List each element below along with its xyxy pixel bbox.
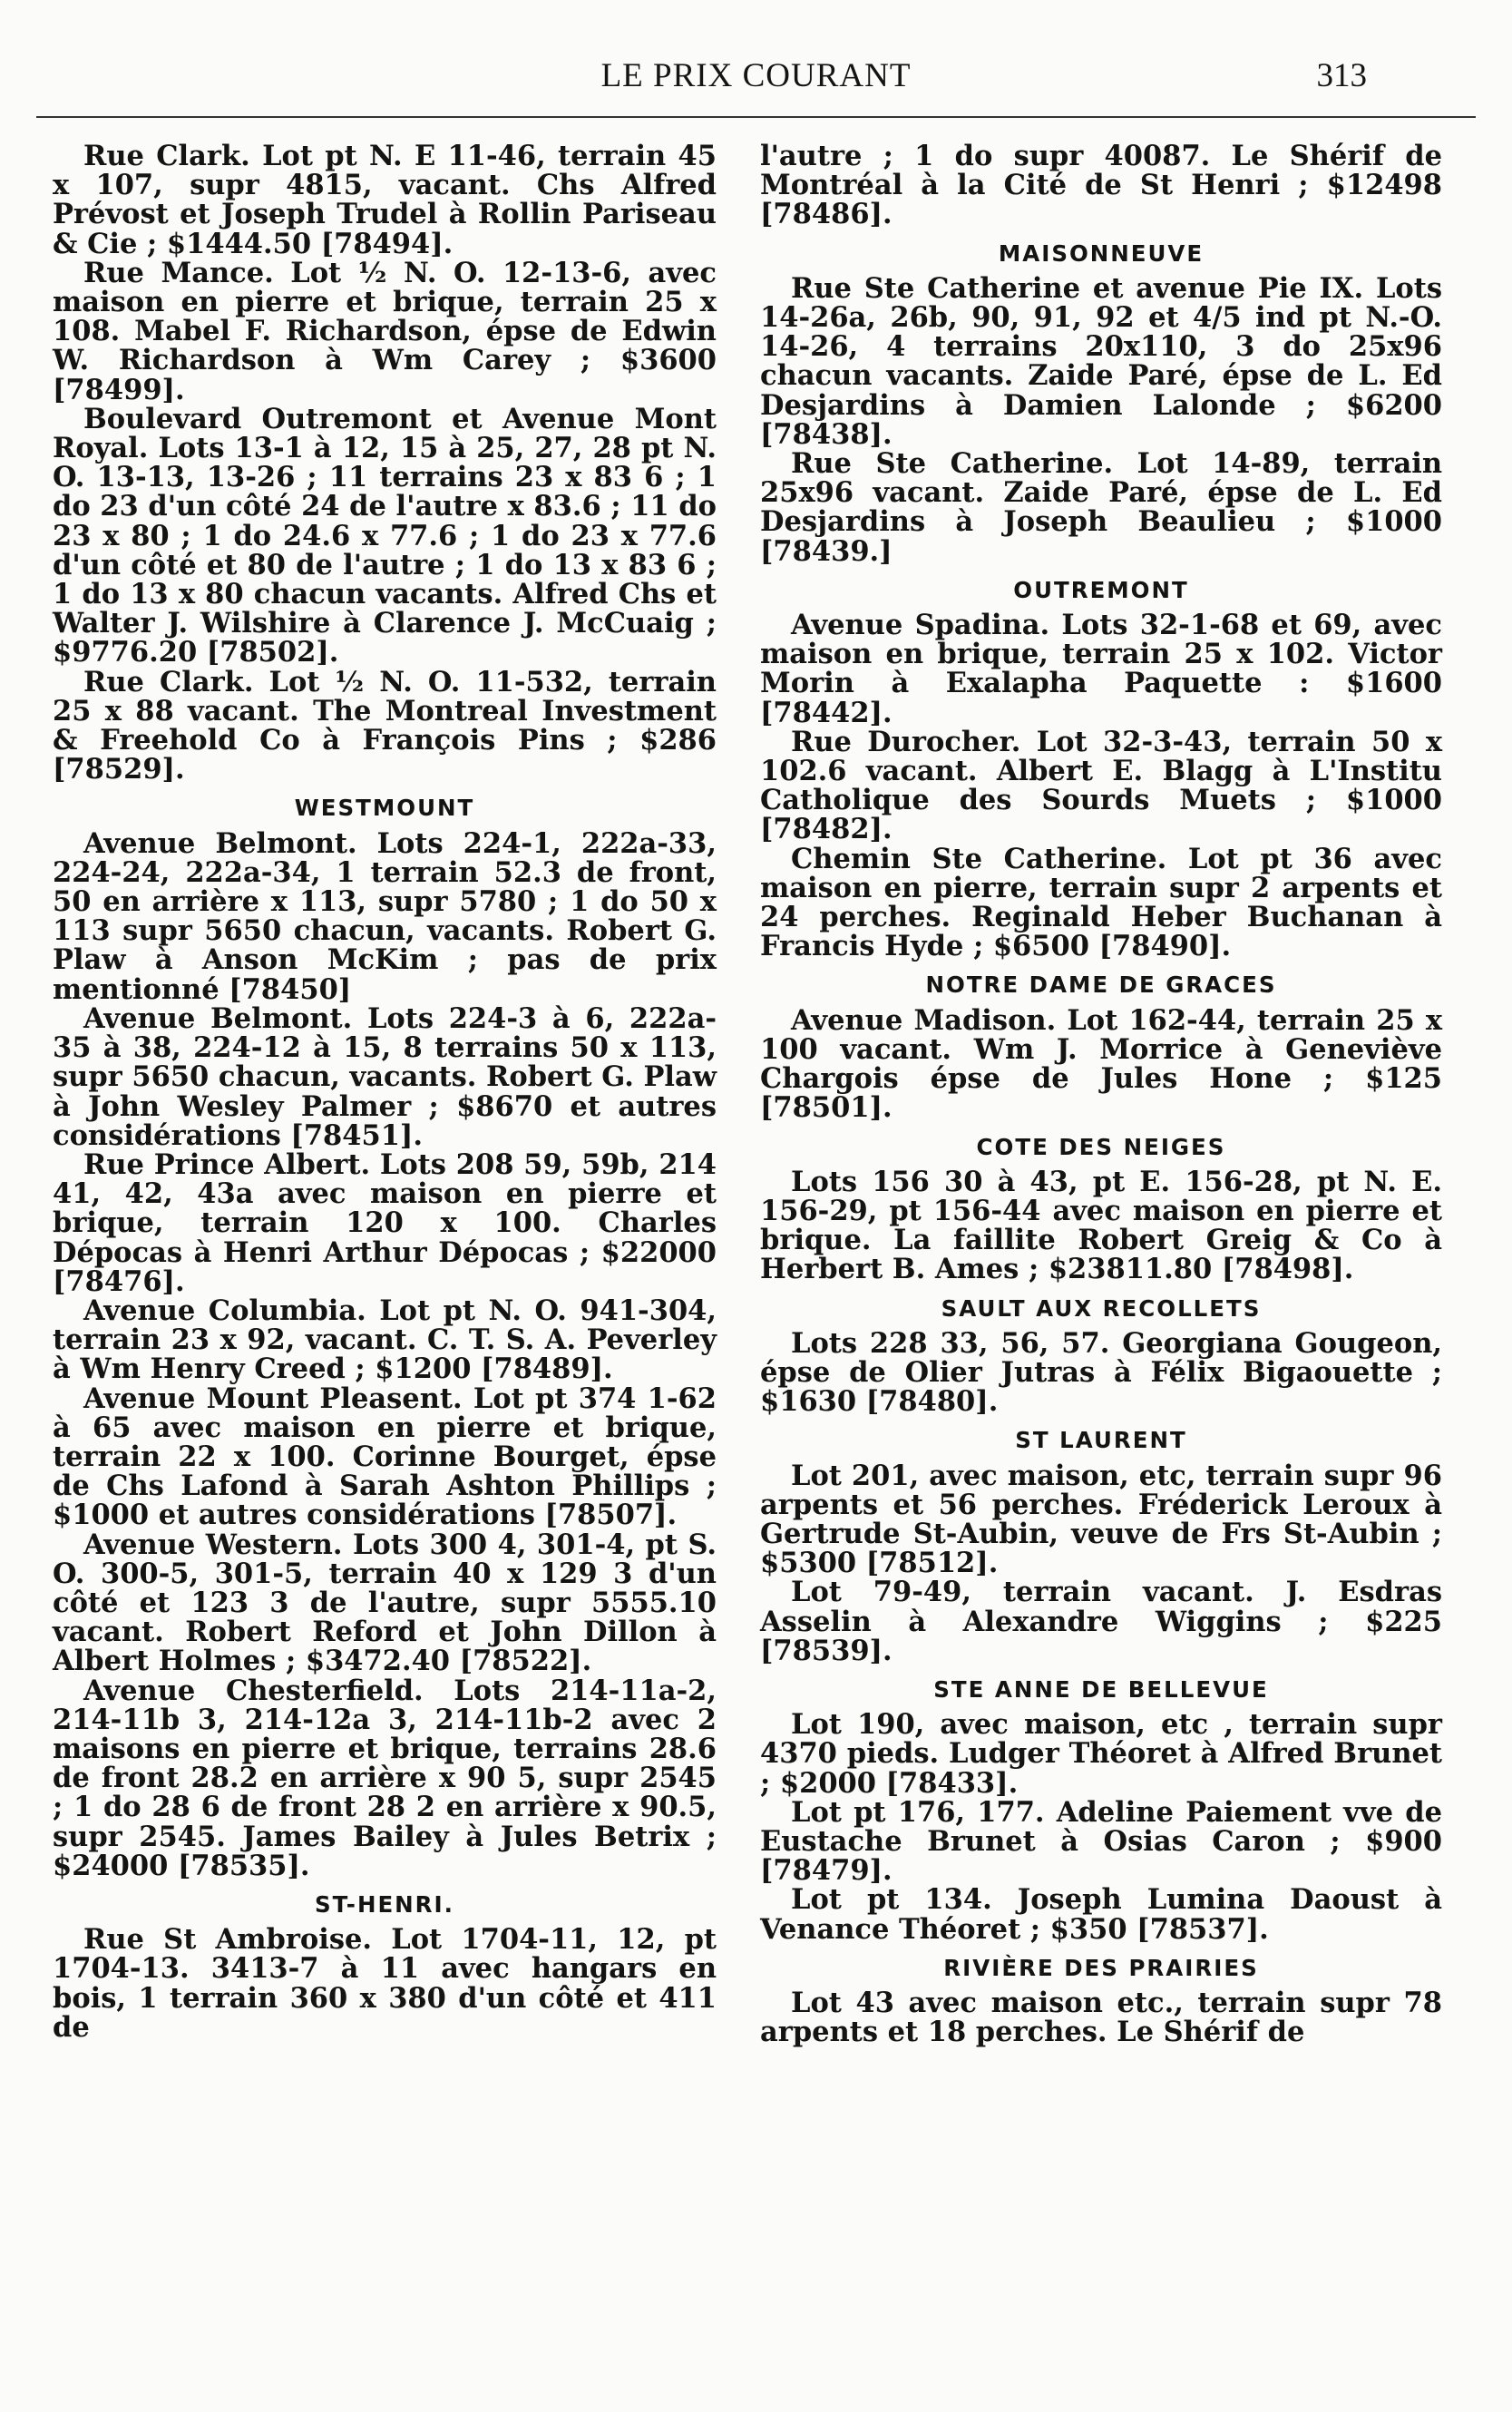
transaction-entry: Rue Mance. Lot ½ N. O. 12-13-6, avec maison en pierre et brique, terrain 25 x 108. Mabel F. Richardson, épse de Edwin W. Richardson à Wm Carey ; $3600 [78499]. bbox=[53, 256, 717, 406]
transaction-entry: Lot pt 176, 177. Adeline Paiement vve de Eustache Brunet à Osias Caron ; $900 [78479]. bbox=[760, 1795, 1442, 1888]
section-heading: NOTRE DAME DE GRACES bbox=[925, 972, 1277, 999]
section-heading: MAISONNEUVE bbox=[998, 239, 1205, 267]
journal-title: LE PRIX COURANT bbox=[600, 57, 912, 94]
transaction-entry: Avenue Belmont. Lots 224-3 à 6, 222a-35 à 38, 224-12 à 15, 8 terrains 50 x 113, supr 5650 chacun, vacants. Robert G. Plaw à John Wesley Palmer ; $8670 et autres considérations [78451]. bbox=[53, 1001, 717, 1152]
transaction-entry: l'autre ; 1 do supr 40087. Le Shérif de Montréal à la Cité de St Henri ; $12498 [78486]. bbox=[760, 140, 1442, 231]
transaction-entry: Boulevard Outremont et Avenue Mont Royal. Lots 13-1 à 12, 15 à 25, 27, 28 pt N. O. 13-13, 13-26 ; 11 terrains 23 x 83 6 ; 1 do 23 d'un côté 24 de l'autre x 83.6 ; 11 do 23 x 80 ; 1 do 24.6 x 77.6 ; 1 do 23 x 77.6 d'un côté et 80 de l'autre ; 1 do 13 x 83 6 ; 1 do 13 x 80 chacun vacants. Alfred Chs et Walter J. Wilshire à Clarence J. McCuaig ; $9776.20 [78502]. bbox=[53, 402, 717, 669]
section-heading: SAULT AUX RECOLLETS bbox=[941, 1294, 1262, 1322]
transaction-entry: Avenue Chesterfield. Lots 214-11a-2, 214-11b 3, 214-12a 3, 214-11b-2 avec 2 maisons en pierre et brique, terrains 28.6 de front 28.2 en arrière x 90 5, supr 2545 ; 1 do 28 6 de front 28 2 en arrière x 90.5, supr 2545. James Bailey à Jules Betrix ; $24000 [78535]. bbox=[53, 1674, 717, 1882]
transaction-entry: Rue Ste Catherine. Lot 14-89, terrain 25x96 vacant. Zaide Paré, épse de L. Ed Desjardins à Joseph Beaulieu ; $1000 [78439.] bbox=[760, 447, 1442, 568]
transaction-entry: Lots 228 33, 56, 57. Georgiana Gougeon, épse de Olier Jutras à Félix Bigaouette ; $1630 [78480]. bbox=[760, 1326, 1442, 1419]
transaction-entry: Avenue Columbia. Lot pt N. O. 941-304, terrain 23 x 92, vacant. C. T. S. A. Peverley à Wm Henry Creed ; $1200 [78489]. bbox=[53, 1294, 717, 1386]
section-heading: ST LAURENT bbox=[1015, 1427, 1187, 1454]
transaction-entry: Chemin Ste Catherine. Lot pt 36 avec maison en pierre, terrain supr 2 arpents et 24 perches. Reginald Heber Buchanan à Francis Hyde ; $6500 [78490]. bbox=[760, 842, 1442, 963]
section-heading: STE ANNE DE BELLEVUE bbox=[933, 1675, 1269, 1703]
section-heading: WESTMOUNT bbox=[294, 795, 475, 822]
transaction-entry: Avenue Spadina. Lots 32-1-68 et 69, avec maison en brique, terrain 25 x 102. Victor Morin à Exalapha Paquette : $1600 [78442]. bbox=[760, 609, 1442, 729]
section-heading: RIVIÈRE DES PRAIRIES bbox=[943, 1954, 1259, 1981]
transaction-entry: Lots 156 30 à 43, pt E. 156-28, pt N. E. 156-29, pt 156-44 avec maison en pierre et brique. La faillite Robert Greig & Co à Herbert B. Ames ; $23811.80 [78498]. bbox=[760, 1165, 1442, 1286]
right-column bbox=[760, 140, 1442, 2049]
transaction-entry: Rue Clark. Lot pt N. E 11-46, terrain 45 x 107, supr 4815, vacant. Chs Alfred Prévost et Joseph Trudel à Rollin Pariseau & Cie ; $1444.50 [78494]. bbox=[53, 140, 717, 260]
transaction-entry: Rue Clark. Lot ½ N. O. 11-532, terrain 25 x 88 vacant. The Montreal Investment & Freehold Co à François Pins ; $286 [78529]. bbox=[53, 665, 717, 786]
transaction-entry: Rue Ste Catherine et avenue Pie IX. Lots 14-26a, 26b, 90, 91, 92 et 4/5 ind pt N.-O. 14-26, 4 terrains 20x110, 3 do 25x96 chacun vacants. Zaide Paré, épse de L. Ed Desjardins à Damien Lalonde ; $6200 [78438]. bbox=[760, 271, 1442, 451]
section-heading: OUTREMONT bbox=[1013, 576, 1189, 603]
transaction-entry: Avenue Mount Pleasent. Lot pt 374 1-62 à 65 avec maison en pierre et brique, terrain 22 x 100. Corinne Bourget, épse de Chs Lafond à Sarah Ashton Phillips ; $1000 et autres considérations [78507]. bbox=[53, 1382, 717, 1532]
transaction-entry: Lot 43 avec maison etc., terrain supr 78 arpents et 18 perches. Le Shérif de bbox=[760, 1986, 1442, 2049]
transaction-entry: Avenue Western. Lots 300 4, 301-4, pt S. O. 300-5, 301-5, terrain 40 x 129 3 d'un côté et 123 3 de l'autre, supr 5555.10 vacant. Robert Reford et John Dillon à Albert Holmes ; $3472.40 [78522]. bbox=[53, 1528, 717, 1678]
section-heading: COTE DES NEIGES bbox=[976, 1133, 1226, 1160]
transaction-entry: Lot 79-49, terrain vacant. J. Esdras Asselin à Alexandre Wiggins ; $225 [78539]. bbox=[760, 1576, 1442, 1667]
transaction-entry: Lot 190, avec maison, etc , terrain supr 4370 pieds. Ludger Théoret à Alfred Brunet ; $2000 [78433]. bbox=[760, 1708, 1442, 1800]
transaction-entry: Rue St Ambroise. Lot 1704-11, 12, pt 1704-13. 3413-7 à 11 avec hangars en bois, 1 terrain 360 x 380 d'un côté et 411 de bbox=[53, 1923, 717, 2044]
page-number: 313 bbox=[1316, 57, 1367, 94]
transaction-entry: Lot pt 134. Joseph Lumina Daoust à Venance Théoret ; $350 [78537]. bbox=[760, 1883, 1442, 1946]
transaction-entry: Avenue Belmont. Lots 224-1, 222a-33, 224-24, 222a-34, 1 terrain 52.3 de front, 50 en arrière x 113, supr 5780 ; 1 do 50 x 113 supr 5650 chacun, vacants. Robert G. Plaw à Anson McKim ; pas de prix mentionné [78450] bbox=[53, 826, 717, 1006]
transaction-entry: Lot 201, avec maison, etc, terrain supr 96 arpents et 56 perches. Fréderick Leroux à Gertrude St-Aubin, veuve de Frs St-Aubin ; $5300 [78512]. bbox=[760, 1459, 1442, 1580]
transaction-entry: Avenue Madison. Lot 162-44, terrain 25 x 100 vacant. Wm J. Morrice à Geneviève Chargois épse de Jules Hone ; $125 [78501]. bbox=[760, 1003, 1442, 1125]
transaction-entry: Rue Durocher. Lot 32-3-43, terrain 50 x 102.6 vacant. Albert E. Blagg à L'Institu Catholique des Sourds Muets ; $1000 [78482]. bbox=[760, 725, 1442, 846]
running-header bbox=[36, 56, 1476, 102]
transaction-entry: Rue Prince Albert. Lots 208 59, 59b, 214 41, 42, 43a avec maison en pierre et brique, terrain 120 x 100. Charles Dépocas à Henri Arthur Dépocas ; $22000 [78476]. bbox=[53, 1147, 717, 1298]
left-column bbox=[53, 142, 717, 2042]
header-rule bbox=[36, 116, 1476, 118]
section-heading: ST-HENRI. bbox=[315, 1890, 454, 1918]
